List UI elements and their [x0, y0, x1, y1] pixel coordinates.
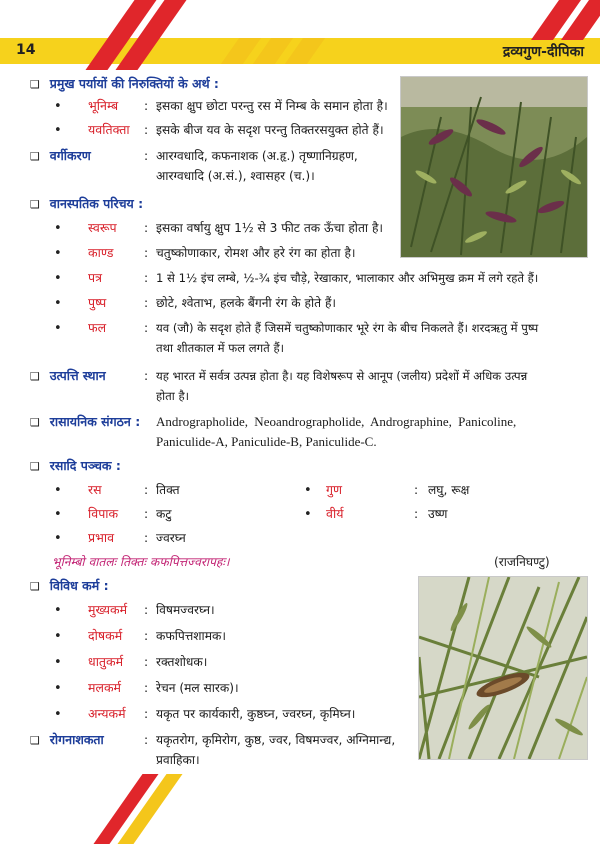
list-item: • भूनिम्ब : इसका क्षुप छोटा परन्तु रस में निम्ब के समान होता है।	[54, 98, 388, 114]
list-item: • पुष्प : छोटे, श्वेताभ, हलके बैंगनी रंग के होते हैं।	[54, 295, 337, 311]
section-utpatti: ❑ उत्पत्ति स्थान : यह भारत में सर्वत्र उत्पन्न होता है। यह विशेषरूप से आनूप (जलीय) प्रदेशों में अधिक उत्पन्न होता है।	[30, 368, 528, 403]
list-item: • यवतिक्ता : इसके बीज यव के सदृश परन्तु तिक्तरसयुक्त होते हैं।	[54, 122, 384, 138]
plant-photo-top	[400, 76, 588, 258]
list-item: • रस : तिक्त	[54, 482, 180, 498]
section-heading: प्रमुख पर्यायों की निरुक्तियों के अर्थ :	[49, 76, 219, 91]
sanskrit-quote: भूनिम्बो वातलः तिक्तः कफपित्तज्वरापहः।	[52, 555, 230, 569]
list-item: • पत्र : 1 से 1½ इंच लम्बे, ½-¾ इंच चौड़े, रेखाकार, भालाकार और अभिमुख क्रम में लगे रहते हैं।	[54, 270, 539, 286]
list-item: • गुण : लघु, रूक्ष	[304, 482, 470, 498]
section-heading: वानस्पतिक परिचय :	[49, 196, 144, 211]
list-item: • प्रभाव : ज्वरघ्न	[54, 530, 186, 546]
plant-photo-bottom	[418, 576, 588, 760]
quote-source: (राजनिघण्टु)	[494, 555, 550, 569]
page-number: 14	[16, 42, 36, 58]
checkbox-bullet-icon: ❑	[30, 416, 40, 429]
checkbox-bullet-icon: ❑	[30, 150, 40, 163]
section-heading: रसादि पञ्चक :	[49, 458, 121, 473]
list-item: • मुख्यकर्म : विषमज्वरघ्न।	[54, 602, 215, 618]
section-heading: विविध कर्म :	[49, 578, 109, 593]
checkbox-bullet-icon: ❑	[30, 370, 40, 383]
list-item: • काण्ड : चतुष्कोणाकार, रोमश और हरे रंग का होता है।	[54, 245, 356, 261]
list-item: • दोषकर्म : कफपित्तशामक।	[54, 628, 226, 644]
book-title: द्रव्यगुण-दीपिका	[502, 44, 584, 60]
checkbox-bullet-icon: ❑	[30, 580, 40, 593]
list-item: • अन्यकर्म : यकृत पर कार्यकारी, कुष्ठघ्न, ज्वरघ्न, कृमिघ्न।	[54, 706, 356, 722]
list-item: • विपाक : कटु	[54, 506, 172, 522]
checkbox-bullet-icon: ❑	[30, 734, 40, 747]
list-item: • स्वरूप : इसका वर्षायु क्षुप 1½ से 3 फीट तक ऊँचा होता है।	[54, 220, 384, 236]
list-item: • वीर्य : उष्ण	[304, 506, 448, 522]
checkbox-bullet-icon: ❑	[30, 78, 40, 91]
section-vargikaran: ❑ वर्गीकरण : आरग्वधादि, कफनाशक (अ.हृ.) तृष्णानिग्रहण, आरग्वधादि (अ.सं.), श्वासहर (च.)।	[30, 148, 358, 183]
list-item: • फल : यव (जौ) के सदृश होते हैं जिसमें चतुष्कोणाकार भूरे रंग के बीच निकलते हैं। शरदऋतु में पुष्प तथा शीतकाल में फल लगते हैं।	[54, 320, 539, 355]
section-rasayanik: ❑ रासायनिक संगठन : Andrographolide, Neoandrographolide, Andrographine, Panicoline, Paniculide-A, Paniculide-B, Paniculide-C.	[30, 414, 517, 449]
list-item: • धातुकर्म : रक्तशोधक।	[54, 654, 208, 670]
checkbox-bullet-icon: ❑	[30, 198, 40, 211]
checkbox-bullet-icon: ❑	[30, 460, 40, 473]
section-roganashakata: ❑ रोगनाशकता : यकृतरोग, कृमिरोग, कुष्ठ, ज्वर, विषमज्वर, अग्निमान्द्य, प्रवाहिका।	[30, 732, 396, 767]
list-item: • मलकर्म : रेचन (मल सारक)।	[54, 680, 239, 696]
